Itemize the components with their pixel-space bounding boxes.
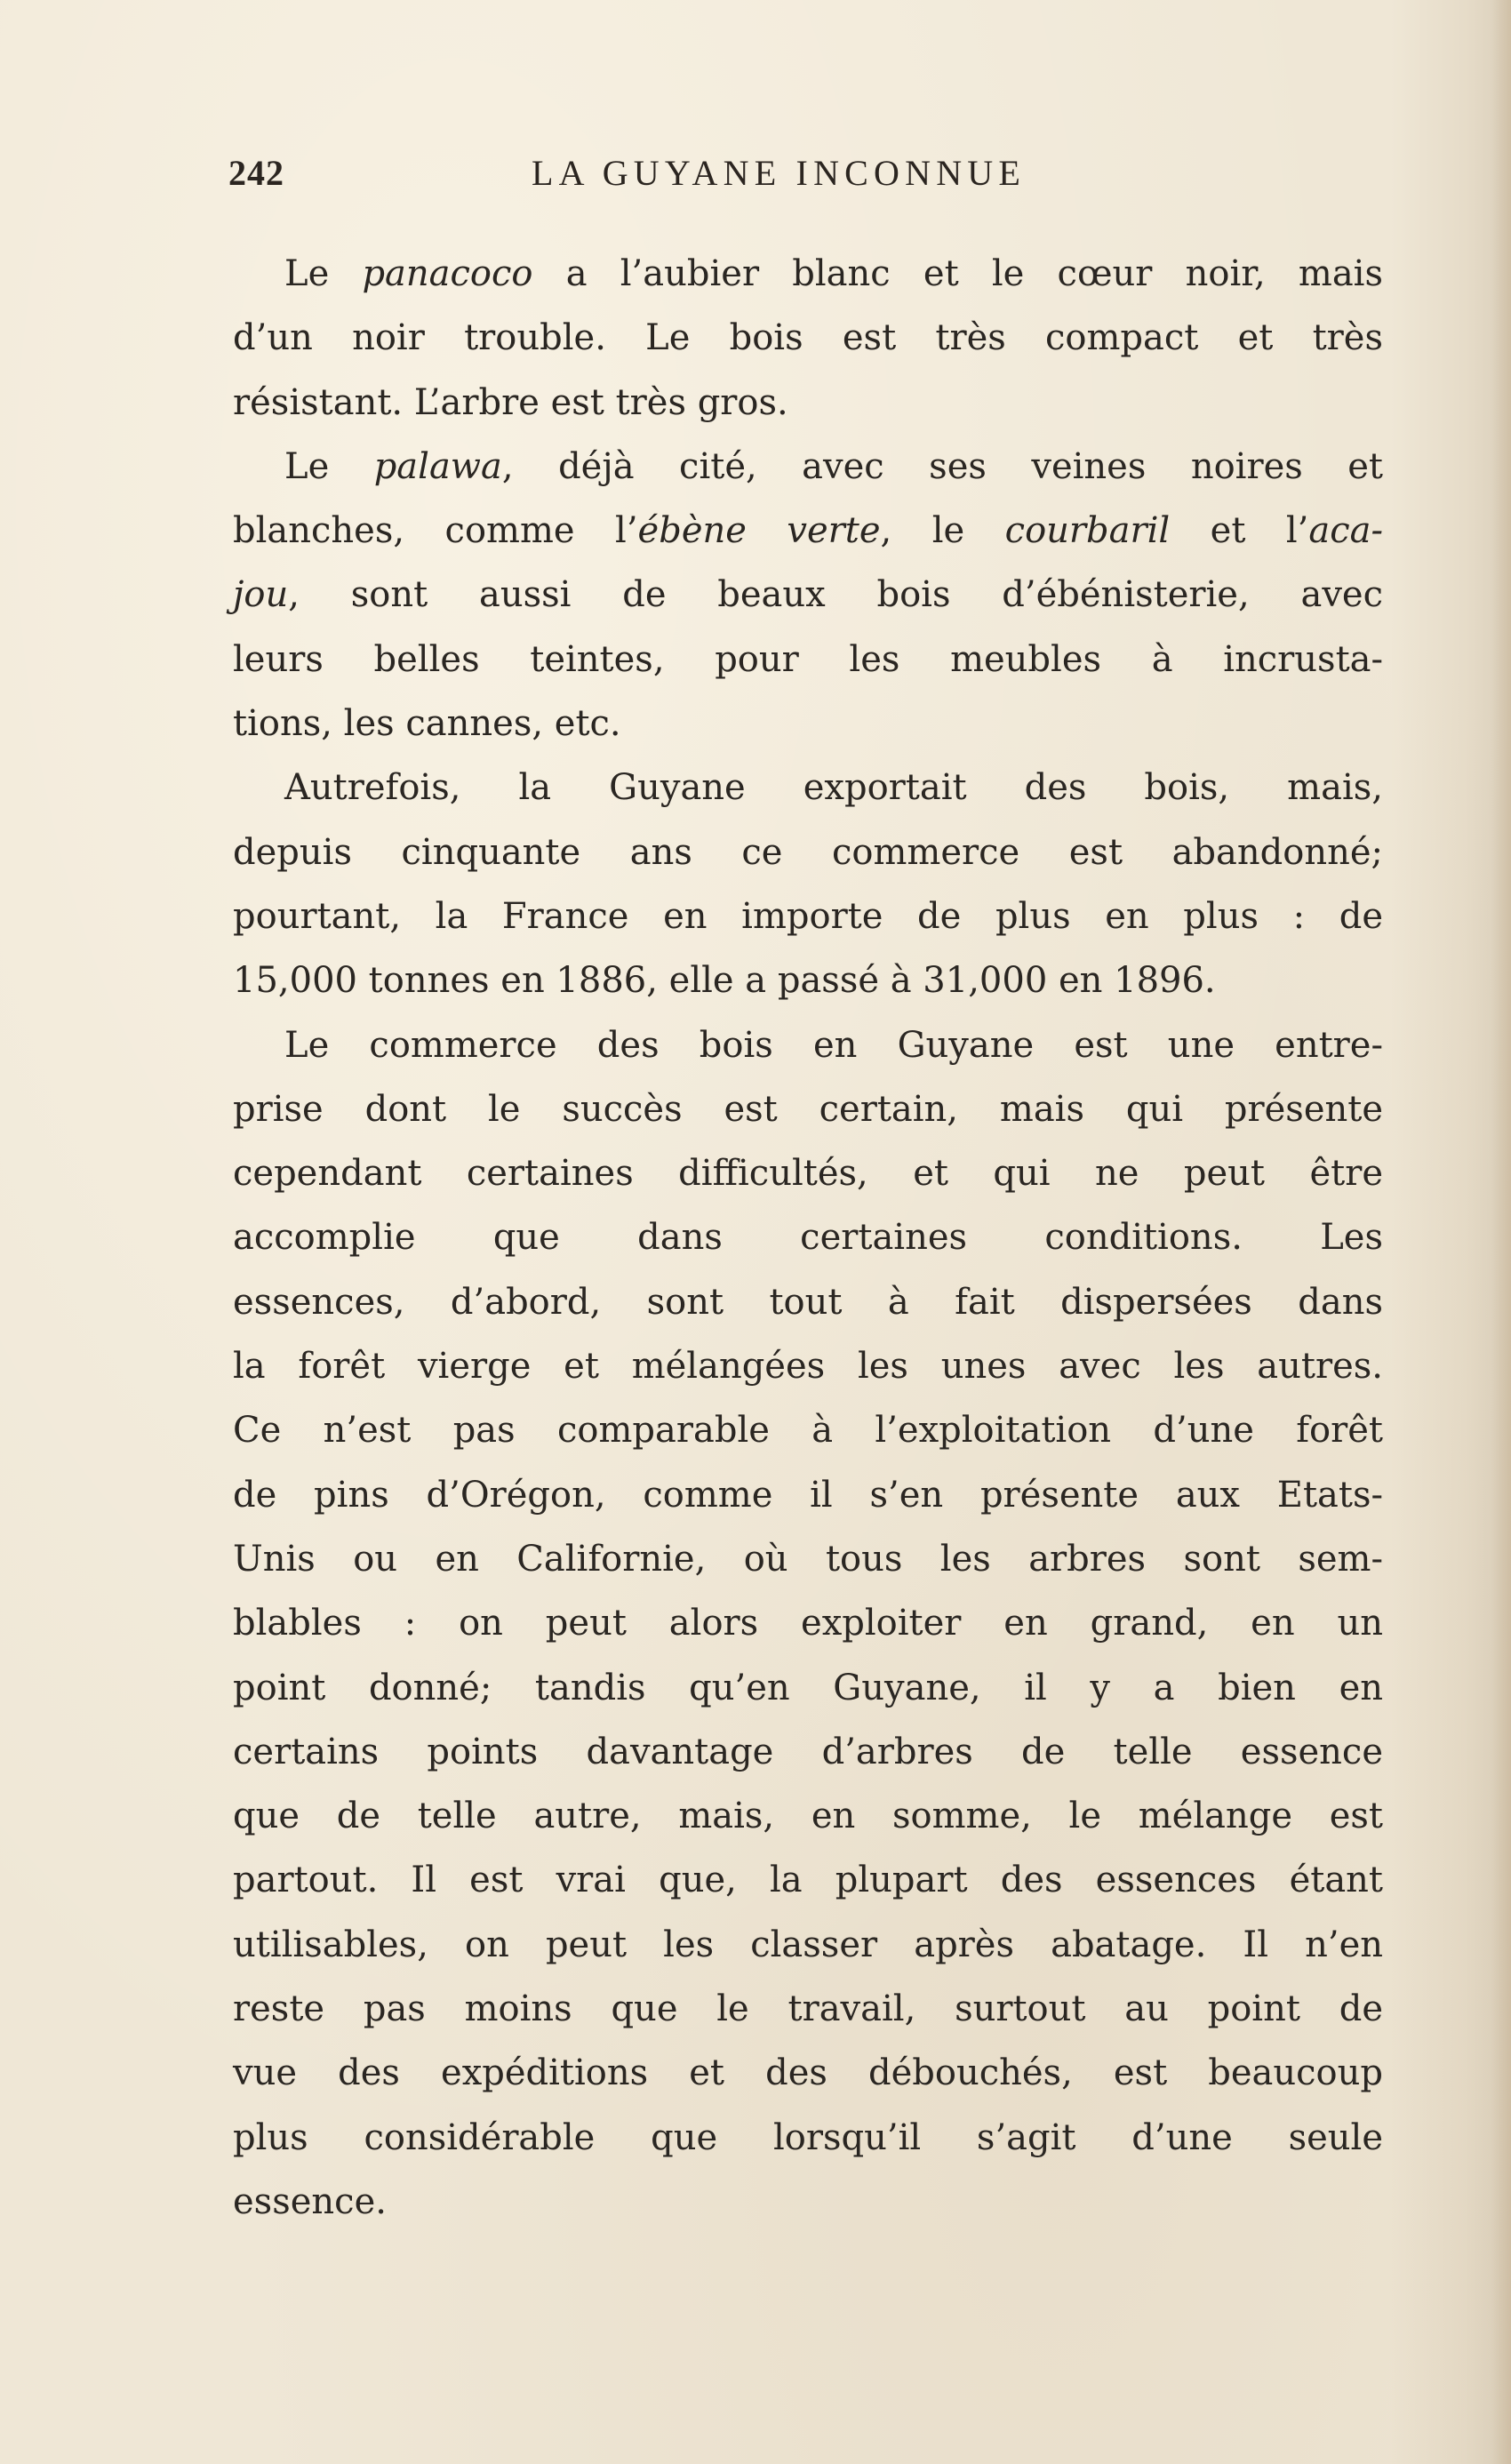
paragraph: [233, 242, 1383, 435]
text-line: [233, 1656, 1383, 1720]
italic-term: aca-: [1308, 510, 1384, 552]
italic-term: panacoco: [362, 253, 533, 294]
text-line: [233, 242, 1383, 306]
text-run: Le: [284, 445, 374, 487]
running-title: LA GUYANE INCONNUE: [532, 153, 1027, 193]
text-run: tions, les cannes, etc.: [233, 703, 621, 745]
text-run: blables : on peut alors exploiter en grand, en un: [233, 1603, 1383, 1644]
text-line: [233, 435, 1383, 499]
text-line: [233, 499, 1383, 563]
text-line: [233, 1848, 1383, 1912]
text-line: [233, 2106, 1383, 2170]
text-run: blanches, comme l’: [233, 510, 638, 552]
text-run: Ce n’est pas comparable à l’exploitation d’une forêt: [233, 1410, 1383, 1452]
text-run: cependant certaines difficultés, et qui ne peut être: [233, 1153, 1383, 1195]
text-line: [233, 1141, 1383, 1205]
text-run: Le commerce des bois en Guyane est une entre-: [284, 1024, 1383, 1066]
text-run: d’un noir trouble. Le bois est très compact et très: [233, 317, 1383, 359]
text-line: [233, 563, 1383, 627]
text-run: vue des expéditions et des débouchés, est beaucoup: [233, 2052, 1383, 2094]
running-head: [228, 151, 1384, 196]
text-line: [233, 2170, 1383, 2234]
text-run: partout. Il est vrai que, la plupart des essences étant: [233, 1860, 1383, 1901]
body-text: [233, 242, 1383, 2234]
text-line: [233, 1784, 1383, 1848]
text-line: [233, 1913, 1383, 1977]
italic-term: ébène verte: [637, 510, 881, 552]
text-run: accomplie que dans certaines conditions. Les: [233, 1217, 1383, 1259]
text-run: depuis cinquante ans ce commerce est abandonné;: [233, 831, 1383, 873]
text-line: [233, 1077, 1383, 1141]
text-line: [233, 306, 1383, 370]
text-line: [233, 1527, 1383, 1591]
text-run: certains points davantage d’arbres de telle essence: [233, 1731, 1383, 1772]
text-line: [233, 1013, 1383, 1077]
text-line: [233, 1720, 1383, 1784]
text-run: et l’: [1170, 510, 1309, 552]
text-run: Autrefois, la Guyane exportait des bois, mais,: [284, 767, 1383, 809]
text-run: de pins d’Orégon, comme il s’en présente aux Etats-: [233, 1474, 1383, 1516]
text-line: [233, 1591, 1383, 1655]
text-run: la forêt vierge et mélangées les unes avec les autres.: [233, 1346, 1383, 1388]
text-run: Unis ou en Californie, où tous les arbres sont sem-: [233, 1538, 1383, 1580]
text-run: Le: [284, 253, 363, 294]
italic-term: jou: [233, 574, 289, 616]
text-run: essences, d’abord, sont tout à fait dispersées dans: [233, 1281, 1383, 1323]
paragraph: [233, 435, 1383, 756]
text-run: pourtant, la France en importe de plus en plus : de: [233, 895, 1383, 937]
text-run: 15,000 tonnes en 1886, elle a passé à 31,000 en 1896.: [233, 960, 1216, 1002]
text-line: [233, 1270, 1383, 1334]
text-line: [233, 948, 1383, 1012]
paragraph: [233, 1013, 1383, 2235]
text-line: [233, 884, 1383, 948]
text-run: plus considérable que lorsqu’il s’agit d’une seule: [233, 2116, 1383, 2158]
text-line: [233, 692, 1383, 756]
text-run: utilisables, on peut les classer après abatage. Il n’en: [233, 1924, 1383, 1965]
paper-edge-shadow: [1491, 0, 1511, 2464]
text-line: [233, 1977, 1383, 2041]
text-run: que de telle autre, mais, en somme, le mélange est: [233, 1796, 1383, 1837]
text-run: prise dont le succès est certain, mais qui présente: [233, 1088, 1383, 1130]
text-run: reste pas moins que le travail, surtout au point de: [233, 1988, 1383, 2030]
text-run: résistant. L’arbre est très gros.: [233, 381, 788, 423]
page-number: 242: [228, 153, 284, 193]
text-line: [233, 2041, 1383, 2105]
paragraph: [233, 756, 1383, 1012]
text-run: leurs belles teintes, pour les meubles à incrusta-: [233, 638, 1383, 680]
text-line: [233, 1334, 1383, 1398]
text-line: [233, 1463, 1383, 1527]
text-line: [233, 1398, 1383, 1462]
text-line: [233, 756, 1383, 820]
text-line: [233, 628, 1383, 692]
text-line: [233, 1205, 1383, 1269]
text-run: , sont aussi de beaux bois d’ébénisterie, avec: [288, 574, 1383, 616]
text-run: , le: [880, 510, 1005, 552]
text-line: [233, 371, 1383, 435]
text-run: essence.: [233, 2180, 387, 2222]
text-run: point donné; tandis qu’en Guyane, il y a bien en: [233, 1667, 1383, 1708]
text-run: , déjà cité, avec ses veines noires et: [501, 445, 1384, 487]
text-run: a l’aubier blanc et le cœur noir, mais: [532, 253, 1383, 294]
text-line: [233, 820, 1383, 884]
italic-term: courbaril: [1004, 510, 1171, 552]
italic-term: palawa: [373, 445, 502, 487]
